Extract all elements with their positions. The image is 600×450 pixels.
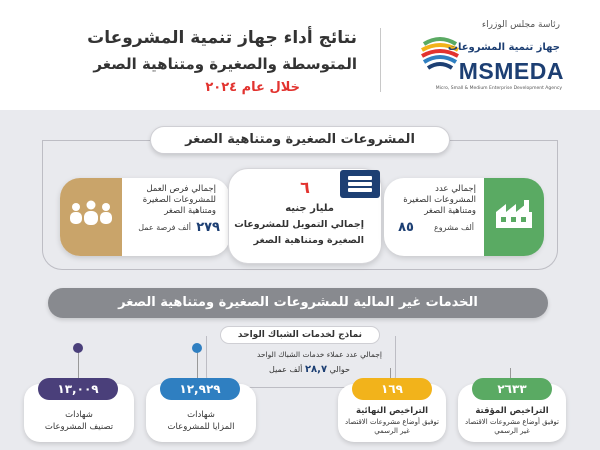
logo-gov-text: رئاسة مجلس الوزراء xyxy=(481,20,560,30)
temp-licenses-label-1: التراخيص المؤقتة xyxy=(475,406,549,416)
classification-value: ١٣,٠٠٩ xyxy=(38,378,118,400)
connector-dot-2 xyxy=(192,343,202,353)
section1-frame-top-right xyxy=(450,140,558,141)
classification-label-1: شهادات xyxy=(65,410,93,420)
factory-icon xyxy=(494,200,534,230)
one-stop-clients-label: إجمالي عدد عملاء خدمات الشباك الواحد xyxy=(257,350,382,359)
projects-label: إجمالي عدد المشروعات الصغيرة ومتناهية الصغر xyxy=(403,184,476,216)
funding-unit: مليار جنيه xyxy=(285,203,334,214)
connector-dot-1 xyxy=(73,343,83,353)
connector-line-4 xyxy=(510,368,511,378)
money-icon xyxy=(340,170,380,198)
people-icon xyxy=(66,200,116,228)
section2-title: الخدمات غير المالية للمشروعات الصغيرة ومتناهية الصغر xyxy=(48,288,548,318)
temp-licenses-label-2: توفيق أوضاع مشروعات الاقتصاد غير الرسمي xyxy=(465,418,559,435)
benefits-label-1: شهادات xyxy=(187,410,215,420)
logo-name-text: جهاز تنمية المشروعات xyxy=(447,42,560,53)
funding-label-2: الصغيرة ومتناهية الصغر xyxy=(253,235,364,246)
benefits-label-2: المزايا للمشروعات xyxy=(167,422,235,432)
funding-value: ٦ xyxy=(300,178,310,197)
final-licenses-value: ١٦٩ xyxy=(352,378,432,400)
final-licenses-label-1: التراخيص النهائية xyxy=(355,406,429,416)
one-stop-title: نماذج لخدمات الشباك الواحد xyxy=(220,326,380,344)
section1-title: المشروعات الصغيرة ومتناهية الصغر xyxy=(150,126,450,154)
one-stop-clients xyxy=(269,364,350,375)
one-stop-clients-unit: ألف عميل xyxy=(269,365,303,374)
projects-value: ٨٥ xyxy=(398,220,414,235)
benefits-value: ١٢,٩٢٩ xyxy=(160,378,240,400)
one-stop-clients-value: ٢٨,٧ xyxy=(304,364,328,375)
page-title: نتائج أداء جهاز تنمية المشروعات xyxy=(87,28,357,48)
temp-licenses-value: ٢٦٣٣ xyxy=(472,378,552,400)
connector-line-3 xyxy=(390,368,391,378)
jobs-label: إجمالي فرص العمل للمشروعات الصغيرة ومتناهية الصغر xyxy=(142,184,216,216)
final-licenses-label-2: توفيق أوضاع مشروعات الاقتصاد غير الرسمي xyxy=(345,418,439,435)
header-divider xyxy=(380,28,381,92)
one-stop-clients-prefix: حوالي xyxy=(329,365,350,374)
logo-sub-text: Micro, Small & Medium Enterprise Development Agency xyxy=(435,86,562,91)
classification-label-2: تصنيف المشروعات xyxy=(44,422,114,432)
section1-frame-top-left xyxy=(42,140,150,141)
jobs-unit: ألف فرصة عمل xyxy=(138,223,191,232)
jobs-value: ٢٧٩ xyxy=(196,220,220,235)
period-text: خلال عام ٢٠٢٤ xyxy=(205,80,300,95)
funding-label-1: إجمالي التمويل للمشروعات xyxy=(234,219,364,230)
projects-unit: ألف مشروع xyxy=(434,223,474,232)
page-subtitle: المتوسطة والصغيرة ومتناهية الصغر xyxy=(93,55,357,73)
logo-brand-text: MSMEDA xyxy=(458,58,564,84)
